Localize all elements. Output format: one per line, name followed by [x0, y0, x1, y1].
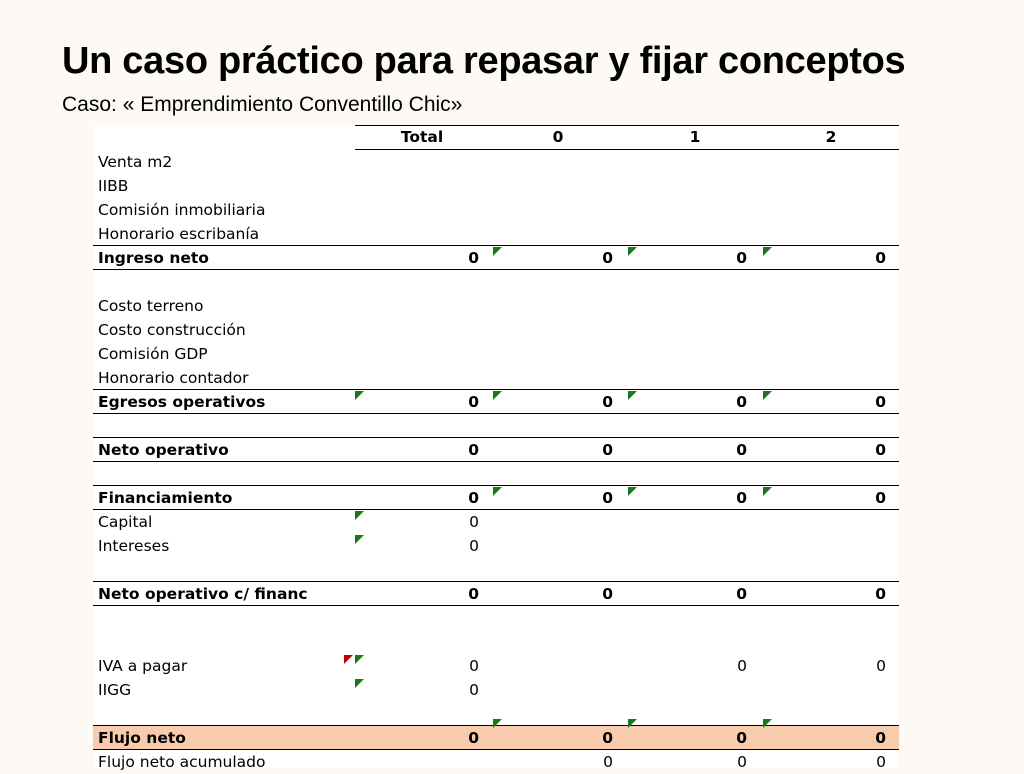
total-row-top-rule [93, 485, 899, 486]
cell-period-1 [617, 534, 747, 558]
row-label: Neto operativo c/ financ [98, 585, 308, 603]
cell-period-1 [617, 198, 747, 222]
comment-marker-icon [628, 719, 637, 728]
row-label: Flujo neto [98, 729, 186, 747]
table-row [93, 750, 899, 774]
cell-total: 0 [469, 513, 479, 531]
cell-period-1 [617, 414, 747, 438]
header-bottom-rule [355, 149, 899, 150]
cell-period-1: 0 [736, 441, 747, 459]
table-row [93, 198, 899, 222]
cell-period-0 [483, 366, 613, 390]
table-row [93, 654, 899, 678]
cell-period-1 [617, 510, 747, 534]
table-row [93, 150, 899, 174]
header-period-1: 1 [689, 128, 701, 146]
row-label: Capital [98, 513, 153, 531]
row-label: Intereses [98, 537, 170, 555]
cell-period-2 [753, 510, 886, 534]
table-row [93, 582, 899, 606]
cell-period-1: 0 [736, 393, 747, 411]
cell-period-0: 0 [602, 393, 613, 411]
row-label: Honorario escribanía [98, 225, 260, 243]
cell-period-0: 0 [603, 753, 613, 771]
cell-period-0 [483, 558, 613, 582]
cell-total: 0 [468, 441, 479, 459]
table-row [93, 318, 899, 342]
comment-marker-icon [493, 391, 502, 400]
cell-total: 0 [469, 681, 479, 699]
table-row [93, 174, 899, 198]
total-row-bottom-rule [93, 509, 899, 510]
cell-total: 0 [468, 729, 479, 747]
total-row-bottom-rule [93, 413, 899, 414]
cell-total: 0 [468, 585, 479, 603]
cell-period-2: 0 [875, 441, 886, 459]
row-label: Comisión inmobiliaria [98, 201, 266, 219]
cell-total [355, 174, 479, 198]
cell-total [355, 270, 479, 294]
row-label: Ingreso neto [98, 249, 209, 267]
row-label: Flujo neto acumulado [98, 753, 266, 771]
table-row [93, 558, 899, 582]
cell-total [355, 294, 479, 318]
cell-period-2: 0 [875, 585, 886, 603]
cell-period-1 [617, 606, 747, 630]
cell-total [355, 414, 479, 438]
cell-period-0: 0 [602, 585, 613, 603]
row-label: IIGG [98, 681, 132, 699]
row-label: IVA a pagar [98, 657, 188, 675]
table-row [93, 726, 899, 750]
comment-marker-icon [493, 247, 502, 256]
table-row [93, 366, 899, 390]
comment-marker-icon [628, 391, 637, 400]
total-row-bottom-rule [93, 269, 899, 270]
cell-period-0 [483, 174, 613, 198]
cell-period-2 [753, 270, 886, 294]
cell-period-2 [753, 678, 886, 702]
row-label: Neto operativo [98, 441, 229, 459]
cell-period-1 [617, 294, 747, 318]
cell-total [355, 366, 479, 390]
cell-period-2 [753, 222, 886, 246]
cell-period-0 [483, 534, 613, 558]
cell-period-1: 0 [736, 489, 747, 507]
total-row-top-rule [93, 581, 899, 582]
table-row [93, 414, 899, 438]
total-row-top-rule [93, 389, 899, 390]
comment-marker-icon [763, 487, 772, 496]
cell-period-0 [483, 150, 613, 174]
cell-total [355, 150, 479, 174]
comment-marker-icon [355, 391, 364, 400]
cell-period-0 [483, 342, 613, 366]
table-row [93, 342, 899, 366]
cell-period-2 [753, 150, 886, 174]
cell-period-0: 0 [602, 249, 613, 267]
cell-period-1 [617, 558, 747, 582]
cell-period-1 [617, 630, 747, 654]
cell-period-0 [483, 606, 613, 630]
slide-subtitle: Caso: « Emprendimiento Conventillo Chic» [62, 93, 463, 116]
cell-period-0 [483, 222, 613, 246]
cell-period-1 [617, 342, 747, 366]
cell-period-1 [617, 366, 747, 390]
cell-total [355, 630, 479, 654]
cell-period-0 [483, 270, 613, 294]
cell-period-0 [483, 414, 613, 438]
cell-period-0: 0 [602, 489, 613, 507]
header-period-0: 0 [552, 128, 564, 146]
cell-total: 0 [468, 393, 479, 411]
cell-period-1 [617, 462, 747, 486]
cell-period-2 [753, 294, 886, 318]
row-label: Venta m2 [98, 153, 173, 171]
cell-period-1 [617, 678, 747, 702]
cell-period-0 [483, 462, 613, 486]
comment-marker-icon [763, 391, 772, 400]
cell-period-1: 0 [736, 729, 747, 747]
table-row [93, 270, 899, 294]
row-label: Honorario contador [98, 369, 249, 387]
cell-period-2: 0 [876, 657, 886, 675]
total-row-top-rule [93, 245, 899, 246]
cell-period-2 [753, 462, 886, 486]
cell-period-2: 0 [875, 249, 886, 267]
cell-total: 0 [468, 489, 479, 507]
comment-marker-icon [493, 719, 502, 728]
cell-period-0 [483, 318, 613, 342]
row-label: Comisión GDP [98, 345, 208, 363]
cell-period-0 [483, 654, 613, 678]
cell-period-2 [753, 198, 886, 222]
cell-total [355, 606, 479, 630]
cell-total [355, 558, 479, 582]
comment-marker-icon [763, 247, 772, 256]
cell-period-1 [617, 174, 747, 198]
row-label: Costo construcción [98, 321, 246, 339]
cell-total [355, 342, 479, 366]
cell-period-2 [753, 534, 886, 558]
table-row [93, 534, 899, 558]
cell-total: 0 [469, 537, 479, 555]
row-label: Costo terreno [98, 297, 204, 315]
table-header-row [93, 125, 899, 149]
comment-marker-icon [355, 679, 364, 688]
slide-title: Un caso práctico para repasar y fijar conceptos [62, 40, 906, 82]
cell-period-2: 0 [875, 393, 886, 411]
cell-period-2 [753, 414, 886, 438]
table-row [93, 606, 899, 630]
cell-total [355, 702, 479, 726]
cell-period-2 [753, 366, 886, 390]
comment-marker-icon [355, 511, 364, 520]
cash-flow-table [93, 125, 899, 771]
table-row [93, 222, 899, 246]
cell-total [355, 222, 479, 246]
cell-period-2 [753, 174, 886, 198]
table-row [93, 630, 899, 654]
comment-marker-icon [355, 535, 364, 544]
cell-period-2 [753, 558, 886, 582]
cell-period-1 [617, 318, 747, 342]
cell-total [355, 198, 479, 222]
cell-period-1: 0 [736, 585, 747, 603]
cell-total [355, 750, 479, 774]
cell-period-2 [753, 342, 886, 366]
table-row [93, 678, 899, 702]
table-row [93, 294, 899, 318]
cell-total [355, 462, 479, 486]
cell-period-1 [617, 222, 747, 246]
header-total: Total [400, 128, 444, 146]
error-marker-icon [344, 655, 353, 664]
cell-total [355, 318, 479, 342]
comment-marker-icon [763, 719, 772, 728]
comment-marker-icon [628, 247, 637, 256]
comment-marker-icon [628, 487, 637, 496]
cell-period-2 [753, 606, 886, 630]
cell-period-0 [483, 510, 613, 534]
header-period-2: 2 [825, 128, 837, 146]
table-row [93, 462, 899, 486]
total-row-bottom-rule [93, 461, 899, 462]
cell-period-0 [483, 198, 613, 222]
total-row-bottom-rule [93, 605, 899, 606]
cell-period-0 [483, 294, 613, 318]
cell-period-0 [483, 630, 613, 654]
cell-period-1 [617, 270, 747, 294]
comment-marker-icon [355, 655, 364, 664]
cell-period-0: 0 [602, 441, 613, 459]
cell-period-2: 0 [875, 729, 886, 747]
cell-period-1: 0 [737, 753, 747, 771]
cell-period-2 [753, 702, 886, 726]
comment-marker-icon [493, 487, 502, 496]
cell-period-2: 0 [875, 489, 886, 507]
cell-period-0 [483, 678, 613, 702]
total-row-bottom-rule [93, 749, 899, 750]
cell-period-0 [483, 702, 613, 726]
cell-period-1: 0 [736, 249, 747, 267]
header-top-rule [355, 125, 899, 126]
cell-period-0: 0 [602, 729, 613, 747]
cell-total: 0 [469, 657, 479, 675]
cell-period-2 [753, 318, 886, 342]
cell-period-2 [753, 630, 886, 654]
row-label: Financiamiento [98, 489, 233, 507]
table-row [93, 438, 899, 462]
cell-period-1: 0 [737, 657, 747, 675]
row-label: Egresos operativos [98, 393, 266, 411]
table-row [93, 510, 899, 534]
total-row-top-rule [93, 437, 899, 438]
cell-period-1 [617, 150, 747, 174]
row-label: IIBB [98, 177, 129, 195]
cell-total: 0 [468, 249, 479, 267]
cell-period-2: 0 [876, 753, 886, 771]
